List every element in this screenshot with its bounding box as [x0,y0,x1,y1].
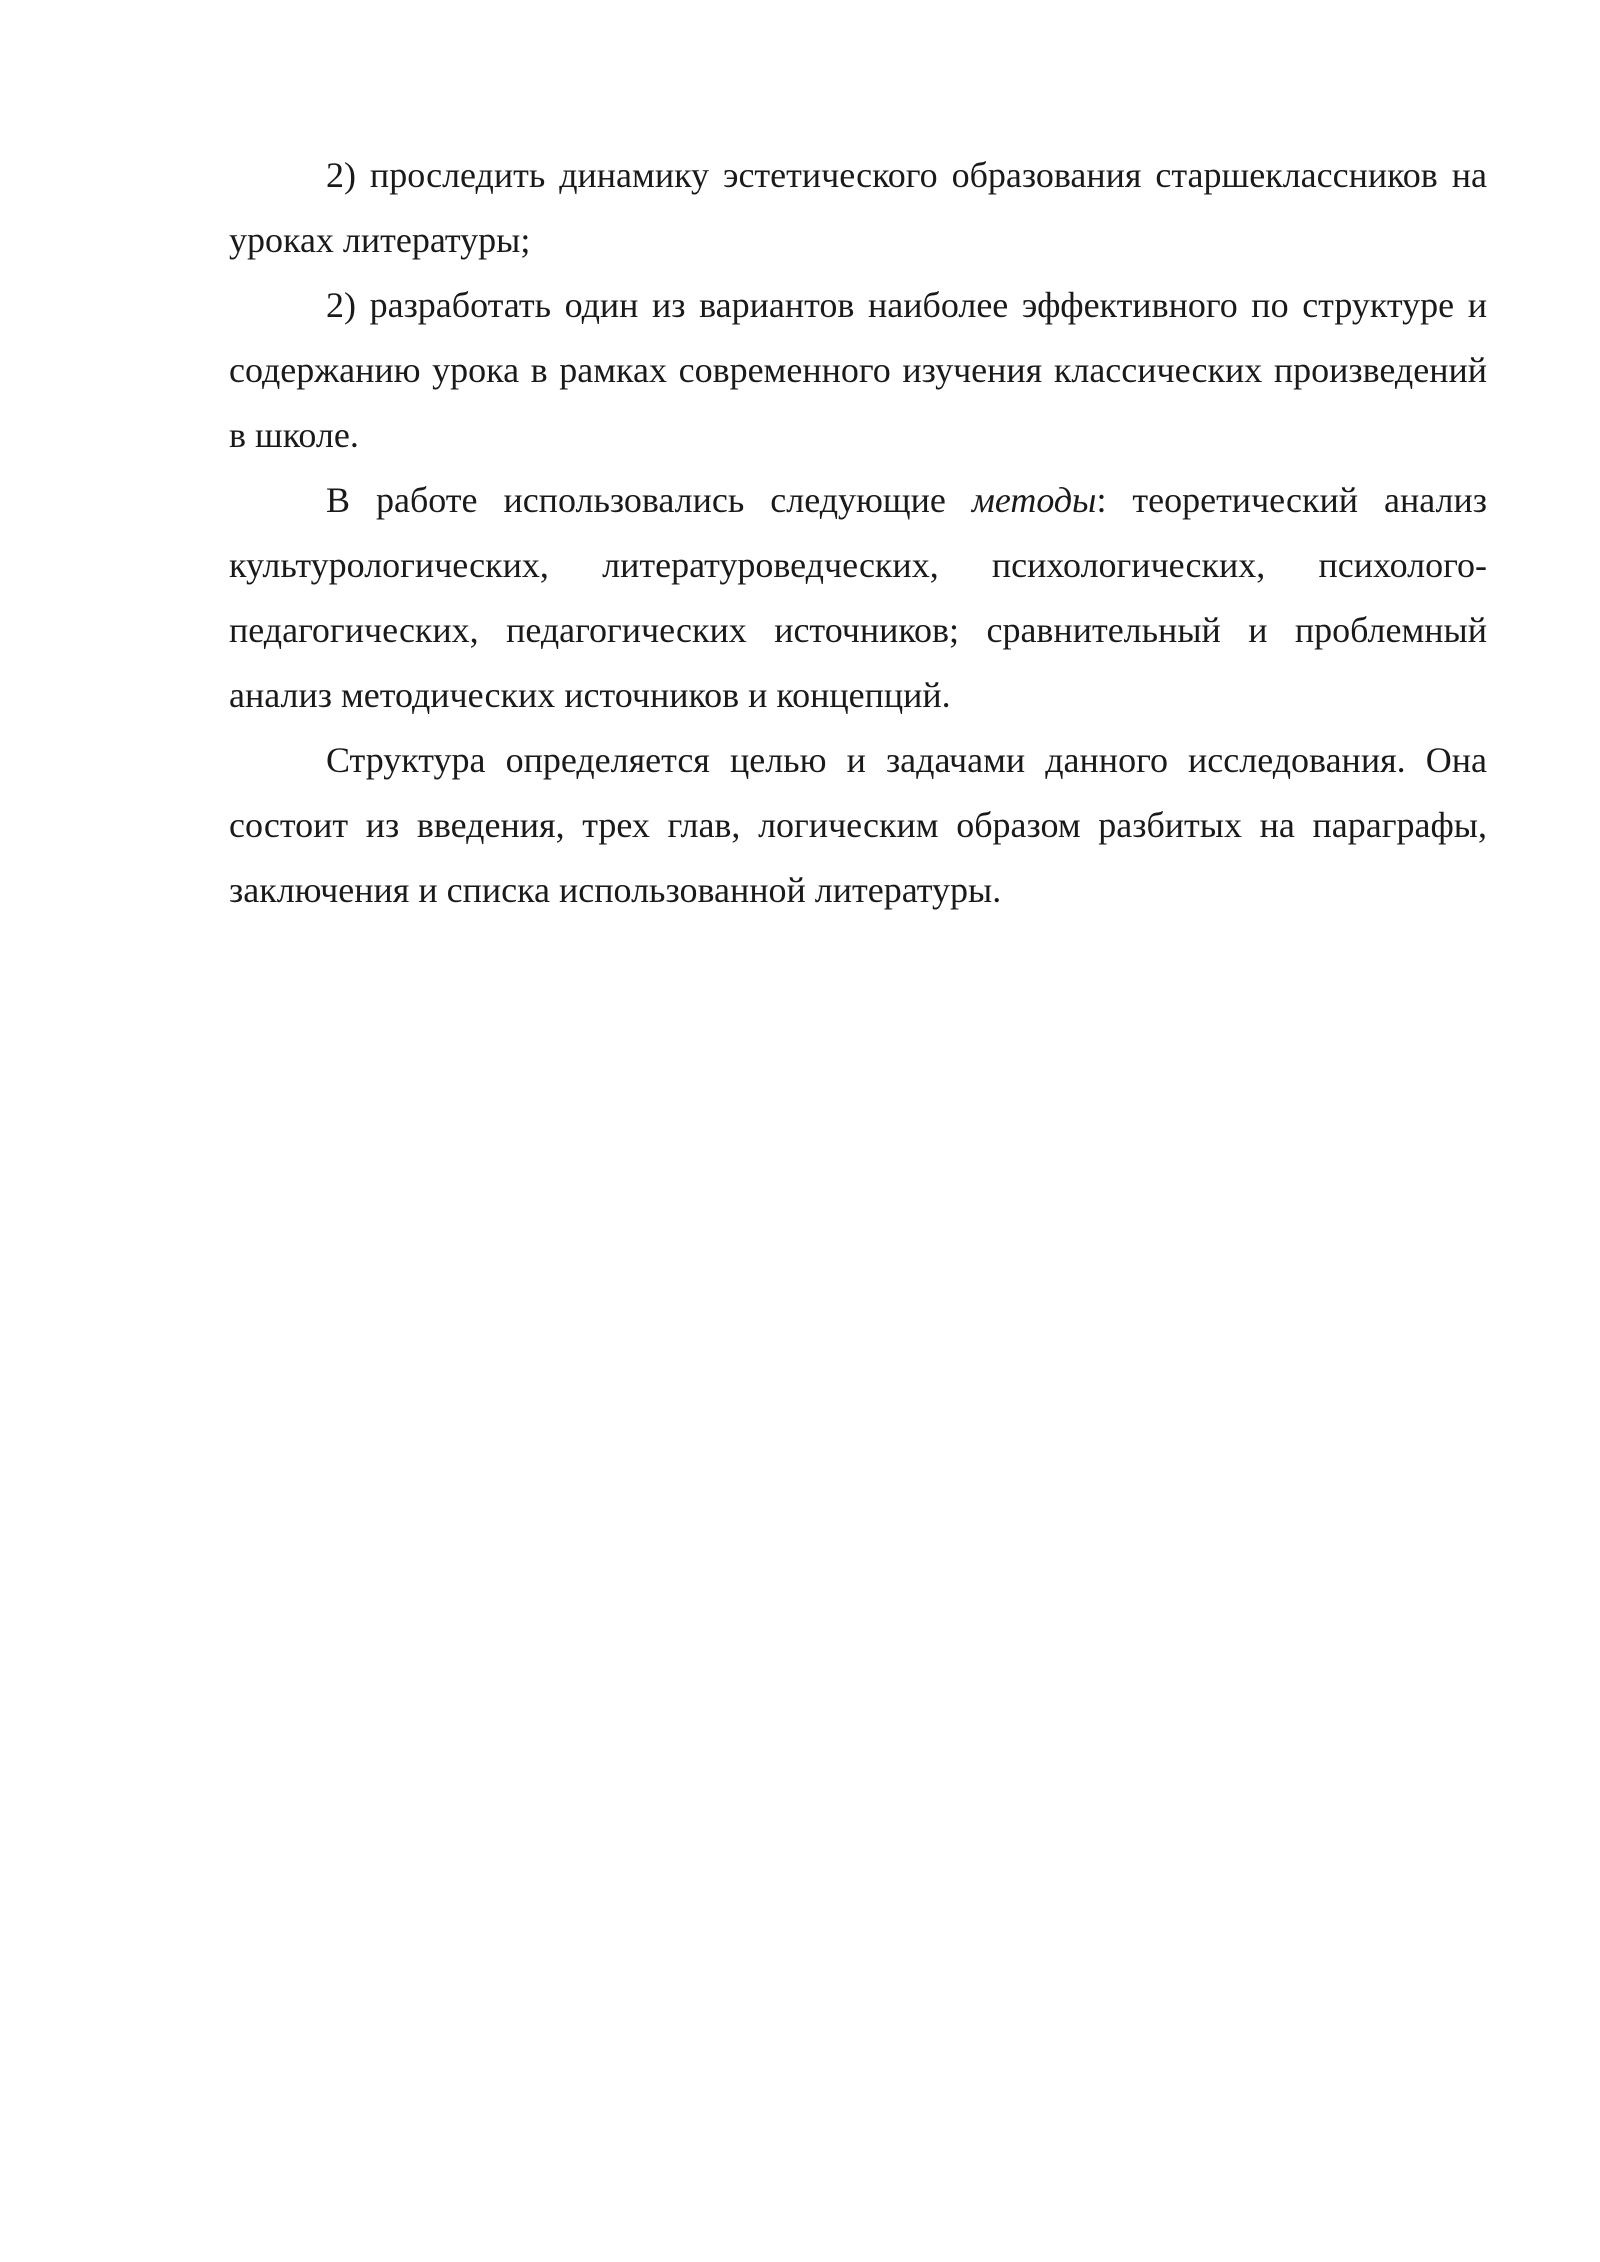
methods-text-before: В работе использовались следующие [326,480,972,520]
methods-emphasis: методы [971,480,1097,520]
methods-text-after: : теоретический анализ культурологических, литературоведческих, психологических, психолого-педагогических, педагогических источников; сравнительный и проблемный анализ методических источников и концепций. [229,480,1487,715]
paragraph-methods [229,468,1487,728]
paragraph-structure: Структура определяется целью и задачами данного исследования. Она состоит из введения, трех глав, логическим образом разбитых на параграфы, заключения и списка использованной литературы. [229,740,1487,910]
document-body [229,143,1487,923]
paragraph-task-dynamics: 2) проследить динамику эстетического образования старшеклассников на уроках литературы; [229,155,1487,260]
paragraph-task-lesson: 2) разработать один из вариантов наиболее эффективного по структуре и содержанию урока в рамках современного изучения классических произведений в школе. [229,285,1487,455]
